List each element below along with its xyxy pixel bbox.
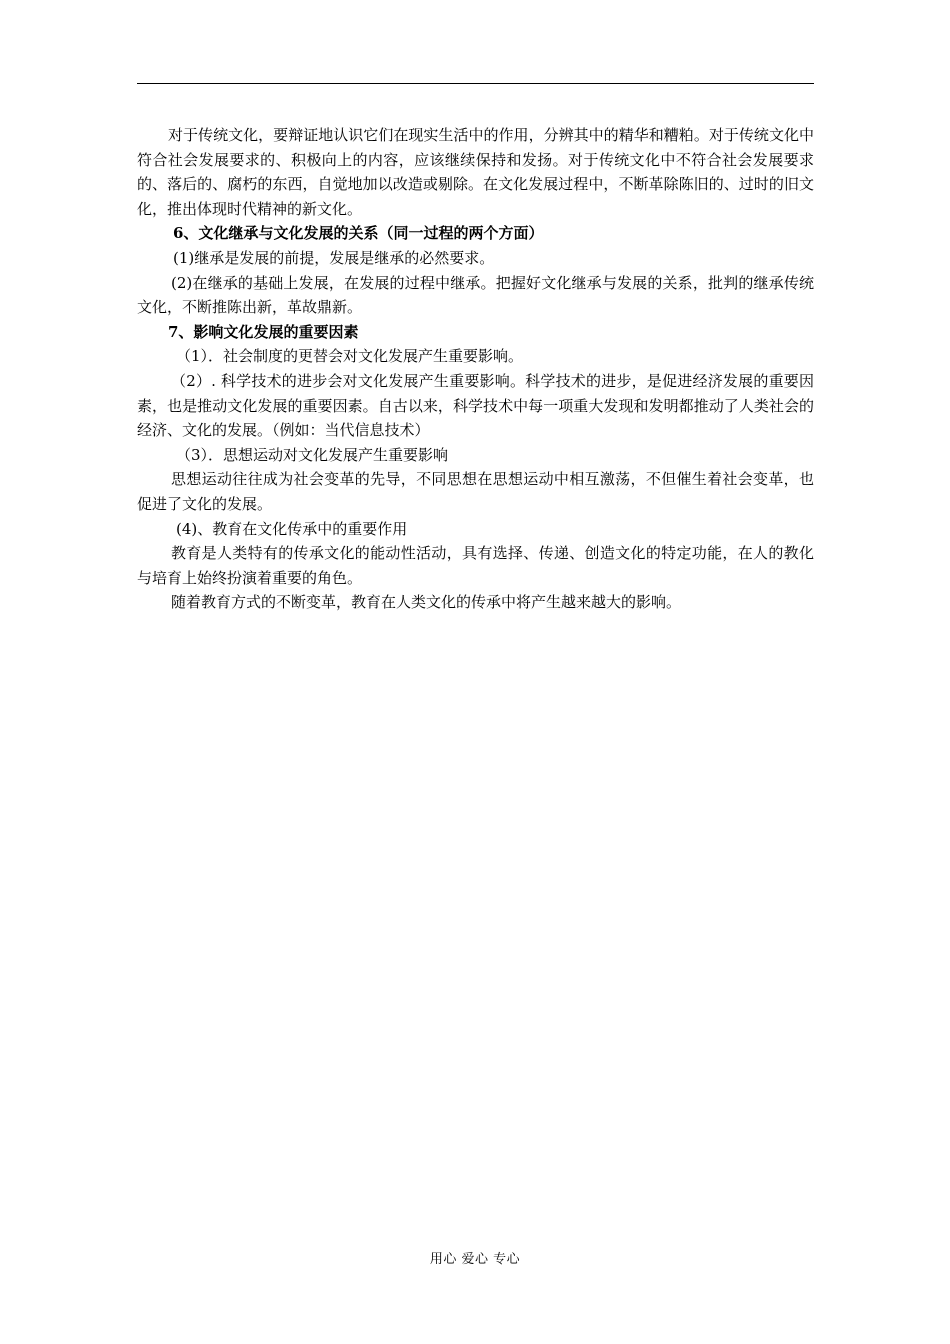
page-footer: 用心 爱心 专心 [429,1252,521,1267]
paragraph-factor-3: （3）．思想运动对文化发展产生重要影响 [176,445,449,464]
paragraph-point-2: (2)在继承的基础上发展，在发展的过程中继承。把握好文化继承与发展的关系，批判的继承传统文化，不断推陈出新，革故鼎新。 [137,273,814,317]
paragraph-education-role: 教育是人类特有的传承文化的能动性活动，具有选择、传递、创造文化的特定功能，在人的教化与培育上始终扮演着重要的角色。 [137,544,814,587]
header-rule [137,83,814,84]
heading-factors: 7、影响文化发展的重要因素 [168,322,359,341]
paragraph-factor-2: （2）. 科学技术的进步会对文化发展产生重要影响。科学技术的进步，是促进经济发展的重要因素，也是推动文化发展的重要因素。自古以来，科学技术中每一项重大发现和发明都推动了人类社会的经济、文化的发展。（例如：当代信息技术） [137,371,814,440]
paragraph-education-change: 随着教育方式的不断变革，教育在人类文化的传承中将产生越来越大的影响。 [171,593,682,612]
document-body [137,123,814,615]
paragraph-point-1: (1)继承是发展的前提，发展是继承的必然要求。 [173,248,495,267]
paragraph-factor-4: (4)、教育在文化传承中的重要作用 [176,519,408,538]
paragraph-thought-movement: 思想运动往往成为社会变革的先导，不同思想在思想运动中相互激荡，不但催生着社会变革，也促进了文化的发展。 [137,470,814,513]
heading-inheritance-development: 6、文化继承与文化发展的关系（同一过程的两个方面） [173,224,544,243]
paragraph-factor-1: （1）．社会制度的更替会对文化发展产生重要影响。 [176,347,524,366]
paragraph-traditional-culture: 对于传统文化，要辩证地认识它们在现实生活中的作用，分辨其中的精华和糟粕。对于传统文化中符合社会发展要求的、积极向上的内容，应该继续保持和发扬。对于传统文化中不符合社会发展要求的、落后的、腐朽的东西，自觉地加以改造或剔除。在文化发展过程中，不断革除陈旧的、过时的旧文化，推出体现时代精神的新文化。 [137,126,814,218]
